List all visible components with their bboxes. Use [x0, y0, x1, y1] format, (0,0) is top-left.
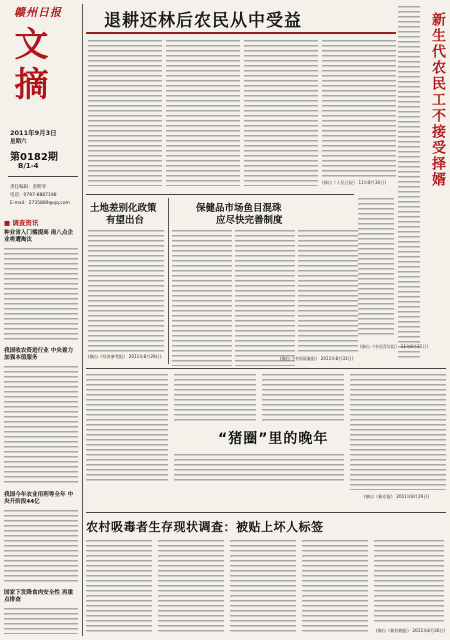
pig-story-source: (摘自《新京报》 2011年8月29日) — [364, 494, 430, 499]
top-story-col-3 — [244, 38, 318, 186]
paper-name: 赣州日报 — [14, 6, 62, 19]
divider-top — [86, 194, 354, 195]
divider-middle — [86, 368, 446, 369]
divider — [8, 176, 78, 177]
bottom-col-1 — [86, 538, 152, 634]
bottom-col-5 — [374, 538, 444, 624]
masthead — [6, 4, 86, 214]
left-column — [4, 218, 78, 636]
top-story-col-1 — [88, 38, 162, 186]
bottom-story-source: (摘自《新民晚报》 2011年8月30日) — [376, 628, 446, 633]
pig-col-2 — [174, 372, 256, 422]
weekday-line: 星期六 — [10, 139, 27, 145]
top-story-source: (摘自《人民日报》 11年8月30日) — [322, 180, 386, 185]
middle-left-body — [88, 228, 164, 352]
middle-left-headline-2: 有望出台 — [106, 215, 145, 226]
middle-left-source: (摘自《经济参考报》 2011年8月29日) — [88, 354, 162, 359]
phone-line: 电话：0797-8887198 — [10, 193, 57, 198]
right-col-text — [358, 196, 394, 336]
left-story-title-3: 我国今年农业用利等全年 中央升阶段44亿 — [4, 492, 74, 505]
top-story-col-2 — [166, 38, 240, 186]
bottom-col-2 — [158, 538, 224, 634]
vertical-story-headline: 新生代农民工不接受择婿 — [430, 12, 446, 188]
issue-label: 第0182期 — [10, 152, 58, 163]
editor-line: 责任编辑：金斯琴 — [10, 185, 46, 190]
vertical-story-col-1 — [398, 4, 420, 360]
divider-bottom — [86, 512, 446, 513]
top-story — [86, 2, 396, 192]
date-line: 2011年9月3日 — [10, 129, 57, 137]
email-line: E-mail：2735889@qq.com — [10, 201, 70, 206]
vertical-story-source: (摘自《中国青年报》 11年8月31日) — [360, 344, 429, 349]
middle-left-story — [86, 198, 166, 366]
middle-left-headline-1: 土地差别化政策 — [90, 203, 157, 214]
top-story-rule — [86, 32, 396, 34]
page-label: B/1-4 — [18, 162, 39, 170]
pig-col-4 — [350, 372, 446, 490]
column-divider-left — [82, 4, 83, 636]
middle-center-col-3 — [298, 228, 358, 354]
left-story-title-1: 种业省入门槛提高 南八点企业将遭淘汰 — [4, 230, 74, 243]
left-story-body-2 — [4, 364, 78, 484]
middle-center-col-2 — [235, 228, 295, 366]
bottom-story-headline: 农村吸毒者生存现状调查：被贴上坏人标签 — [86, 520, 324, 534]
pig-story — [86, 372, 446, 512]
bottom-col-3 — [230, 538, 296, 634]
pig-col-3 — [262, 372, 344, 422]
section-label: ■ 调查资讯 — [4, 219, 39, 227]
left-story-body-3 — [4, 508, 78, 584]
left-story-body-4 — [4, 606, 78, 634]
column-divider-mid — [168, 198, 169, 364]
middle-center-headline-2: 应尽快完善制度 — [216, 215, 283, 226]
left-story-title-2: 我国收农资进行业 中央着力加强本值服务 — [4, 348, 74, 361]
bottom-story — [86, 514, 446, 638]
middle-center-source: (摘自《中国质量报》 2011年8月31日) — [280, 356, 354, 361]
pig-col-1 — [86, 372, 168, 484]
bottom-col-4 — [302, 538, 368, 634]
middle-center-story — [172, 198, 358, 366]
pig-story-headline: “猪圈”里的晚年 — [218, 431, 329, 447]
left-story-title-4: 国家下发降食肉安全性 再重点排查 — [4, 590, 74, 603]
vertical-story — [398, 4, 448, 360]
section-title: 文摘 — [8, 26, 48, 106]
middle-center-headline-1: 保健品市场鱼目混珠 — [196, 203, 282, 214]
middle-center-col-1 — [172, 228, 232, 366]
top-story-headline: 退耕还林后农民从中受益 — [104, 11, 302, 31]
top-story-col-4 — [322, 38, 396, 178]
pig-col-5 — [174, 452, 344, 484]
left-story-body-1 — [4, 246, 78, 342]
